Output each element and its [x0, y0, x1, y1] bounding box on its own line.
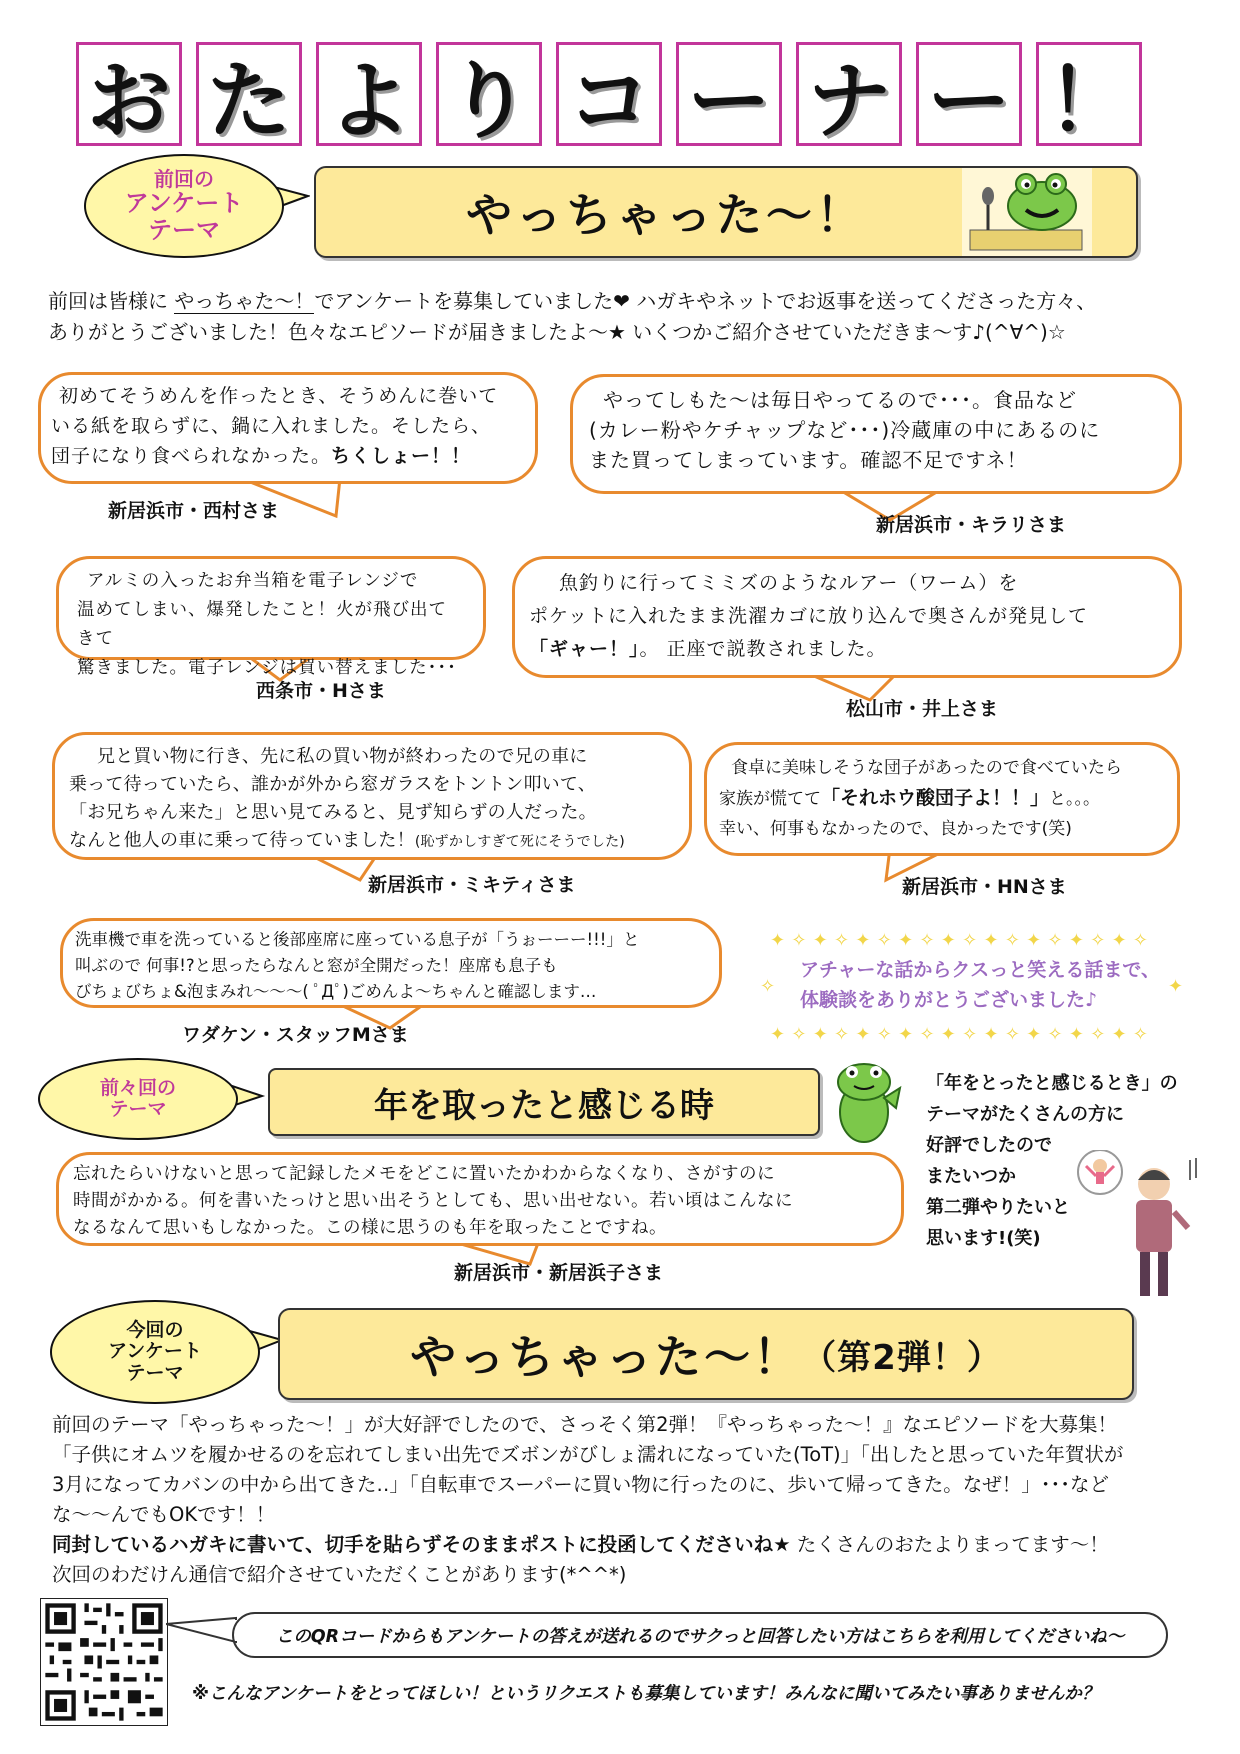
- episode-line: [51, 441, 525, 471]
- episode-line: びちょびちょ&泡まみれ～～～( ﾟДﾟ)ごめんよ～ちゃんと確認します…: [75, 982, 597, 1001]
- intro-text-part: 前回は皆様に: [48, 289, 175, 313]
- label-line: 前々回の: [99, 1076, 176, 1099]
- episode-signature: 松山市・井上さま: [846, 698, 999, 720]
- intro-text: [48, 286, 1208, 348]
- side-note-line: 第二弾やりたいと: [926, 1197, 1070, 1218]
- episode-text: 。 正座で説教されました。: [639, 638, 887, 660]
- qr-message: このQRコードからもアンケートの答えが送れるのでサクっと回答したい方はこちらを利用してくださいね～: [275, 1626, 1125, 1647]
- side-note-line: テーマがたくさんの方に: [926, 1104, 1124, 1125]
- footer-emphasis: 同封しているハガキに書いて、切手を貼らずそのままポストに投函してくださいね★: [52, 1533, 791, 1556]
- title-char: ー: [676, 42, 782, 146]
- title-char: よ: [316, 42, 422, 146]
- label-line: アンケート: [124, 189, 244, 218]
- label-line: 前回の: [154, 166, 214, 191]
- episode-text: 団子になり食べられなかった。: [51, 445, 332, 467]
- intro-line: ありがとうございました！色々なエピソードが届きましたよ～★ いくつかご紹介させていただきま～す♪(^∀^)☆: [48, 320, 1066, 344]
- frog-icon: [830, 1058, 902, 1150]
- request-note: ※こんなアンケートをとってほしい！というリクエストも募集しています！みんなに聞いてみたい事ありませんか？: [192, 1684, 1100, 1704]
- episode-bubble: [570, 374, 1182, 494]
- title-char: ！: [1036, 42, 1142, 146]
- sparkle-icon: ✦ ✧ ✦ ✧ ✦ ✧ ✦ ✧ ✦ ✧ ✦ ✧ ✦ ✧ ✦ ✧ ✦ ✧: [770, 930, 1149, 951]
- footer-line: [52, 1530, 1222, 1560]
- thanks-sparkle-box: [760, 920, 1190, 1050]
- episode-line: やってしもた～は毎日やってるので･･･。食品など: [603, 388, 1077, 412]
- episode-line: 兄と買い物に行き、先に私の買い物が終わったので兄の車に: [97, 746, 588, 767]
- intro-text-part: でアンケートを募集していました❤ ハガキやネットでお返事を送ってくださった方々、: [314, 289, 1097, 313]
- title-char: お: [76, 42, 182, 146]
- episode-signature: 新居浜市・ミキティさま: [368, 874, 576, 896]
- section3-label: [50, 1300, 260, 1404]
- episode-line: 時間がかかる。何を書いたっけと思い出そうとしても、思い出せない。若い頃はこんなに: [73, 1191, 793, 1211]
- footer-text-part: たくさんのおたよりまってます～！: [790, 1533, 1109, 1556]
- episode-signature: ワダケン・スタッフMさま: [182, 1024, 409, 1046]
- footer-line: 次回のわだけん通信で紹介させていただくことがあります(*^^*): [52, 1563, 627, 1586]
- episode-line: ポケットに入れたまま洗濯カゴに放り込んで奥さんが発見して: [529, 605, 1089, 627]
- episode-line: 温めてしまい、爆発したこと！火が飛び出てきて: [77, 600, 447, 649]
- label-line: テーマ: [148, 216, 220, 245]
- title-char: り: [436, 42, 542, 146]
- episode-bubble: [704, 742, 1180, 856]
- episode-bubble: [52, 732, 692, 860]
- episode-line: 魚釣りに行ってミミズのようなルアー（ワーム）を: [559, 572, 1019, 594]
- footer-line: 「子供にオムツを履かせるのを忘れてしまい出先でズボンがびしょ濡れになっていた(ToT)」「出したと思っていた年賀状が: [52, 1443, 1124, 1466]
- episode-line: 驚きました。電子レンジは買い替えました･･･: [77, 658, 457, 678]
- episode-aside: (恥ずかしすぎて死にそうでした): [414, 834, 625, 850]
- sparkle-icon: ✧: [760, 976, 776, 997]
- episode-bubble: [56, 556, 486, 678]
- title-char: ー: [916, 42, 1022, 146]
- episode-signature: 新居浜市・キラリさま: [876, 514, 1067, 536]
- label-line: 今回の: [126, 1319, 184, 1342]
- episode-line: 叫ぶので 何事!?と思ったらなんと窓が全開だった！座席も息子も: [75, 956, 558, 975]
- title-char: た: [196, 42, 302, 146]
- label-line: アンケート: [108, 1340, 202, 1363]
- section1-theme: やっちゃった～！: [466, 188, 866, 242]
- episode-text: と。。。: [1049, 789, 1101, 809]
- episode-bubble: [38, 372, 538, 484]
- episode-line: 乗って待っていたら、誰かが外から窓ガラスをトントン叩いて、: [69, 774, 596, 795]
- episode-text: 家族が慌てて: [719, 789, 821, 809]
- episode-line: 忘れたらいけないと思って記録したメモをどこに置いたかわからなくなり、さがすのに: [73, 1164, 775, 1184]
- section2-theme: 年を取ったと感じる時: [374, 1085, 714, 1126]
- episode-line: アルミの入ったお弁当箱を電子レンジで: [87, 571, 419, 591]
- episode-emphasis: ちくしょー！！: [331, 445, 472, 467]
- episode-line: [719, 783, 1165, 814]
- qr-code-icon[interactable]: [40, 1598, 168, 1726]
- footer-line: な～～んでもOKです！！: [52, 1503, 276, 1526]
- qr-message-bubble: [232, 1612, 1168, 1658]
- footer-line: 3月になってカバンの中から出てきた‥」「自転車でスーパーに買い物に行ったのに、歩いて帰ってきた。なぜ！」･･･など: [52, 1473, 1109, 1496]
- episode-signature: 西条市・Hさま: [256, 680, 386, 702]
- episode-line: なるなんて思いもしなかった。この様に思うのも年を取ったことですね。: [73, 1218, 667, 1238]
- sparkle-icon: ✦ ✧ ✦ ✧ ✦ ✧ ✦ ✧ ✦ ✧ ✦ ✧ ✦ ✧ ✦ ✧ ✦ ✧: [770, 1024, 1149, 1045]
- section1-label: [84, 154, 284, 258]
- elderly-woman-icon: [1070, 1150, 1210, 1308]
- footer-line: 前回のテーマ「やっちゃった～！」が大好評でしたので、さっそく第2弾！『やっちゃった～！』なエピソードを大募集！: [52, 1413, 1118, 1436]
- footer-text: [52, 1410, 1222, 1590]
- qr-bubble-tail: [166, 1614, 238, 1654]
- section3-theme: やっちゃった～！: [410, 1330, 803, 1384]
- section3-theme-sub: （第2弾！）: [802, 1337, 1002, 1378]
- thanks-line: アチャーな話からクスっと笑える話まで、: [800, 959, 1161, 981]
- episode-line: 洗車機で車を洗っていると後部座席に座っている息子が「うぉーーー!!!」と: [75, 930, 640, 949]
- side-note-line: 思います!(笑): [926, 1228, 1041, 1249]
- episode-bubble: [512, 556, 1182, 678]
- episode-text: なんと他人の車に乗って待っていました！: [69, 830, 415, 851]
- side-note-line: 「年をとったと感じるとき」の: [926, 1073, 1178, 1094]
- episode-emphasis: 「ギャー！」: [529, 638, 640, 660]
- intro-emphasis: やっちゃた～！: [174, 289, 315, 313]
- episode-line: 幸い、何事もなかったので、良かったです(笑): [719, 819, 1072, 839]
- episode-line: [529, 633, 1165, 666]
- side-note-line: 好評でしたので: [926, 1135, 1052, 1156]
- episode-line: 「お兄ちゃん来た」と思い見てみると、見ず知らずの人だった。: [69, 802, 597, 823]
- frog-mic-icon: [962, 168, 1092, 256]
- section3-theme-banner: [278, 1308, 1134, 1400]
- section2-label: [38, 1058, 238, 1140]
- sparkle-icon: ✦: [1168, 976, 1184, 997]
- episode-line: (カレー粉やケチャップなど･･･)冷蔵庫の中にあるのに: [589, 418, 1101, 442]
- label-line: テーマ: [126, 1361, 184, 1384]
- episode-bubble: [60, 918, 722, 1008]
- episode-signature: 新居浜市・西村さま: [108, 500, 280, 522]
- title-char: ナ: [796, 42, 902, 146]
- intro-line: [48, 286, 1208, 317]
- episode-emphasis: 「それホウ酸団子よ！！」: [821, 787, 1050, 809]
- side-note-line: またいつか: [926, 1166, 1016, 1187]
- section2-theme-banner: [268, 1068, 820, 1136]
- episode-signature: 新居浜市・新居浜子さま: [454, 1262, 664, 1284]
- label-line: テーマ: [109, 1098, 167, 1120]
- episode-line: いる紙を取らずに、鍋に入れました。そしたら、: [51, 415, 492, 437]
- episode-line: また買ってしまっています。確認不足ですネ！: [589, 448, 1028, 472]
- episode-bubble: [56, 1152, 904, 1246]
- thanks-line: 体験談をありがとうございました♪: [800, 989, 1098, 1011]
- episode-signature: 新居浜市・HNさま: [902, 876, 1067, 898]
- episode-line: 初めてそうめんを作ったとき、そうめんに巻いて: [59, 385, 499, 407]
- title-char: コ: [556, 42, 662, 146]
- episode-line: 食卓に美味しそうな団子があったので食べていたら: [731, 758, 1122, 778]
- episode-line: [69, 827, 675, 856]
